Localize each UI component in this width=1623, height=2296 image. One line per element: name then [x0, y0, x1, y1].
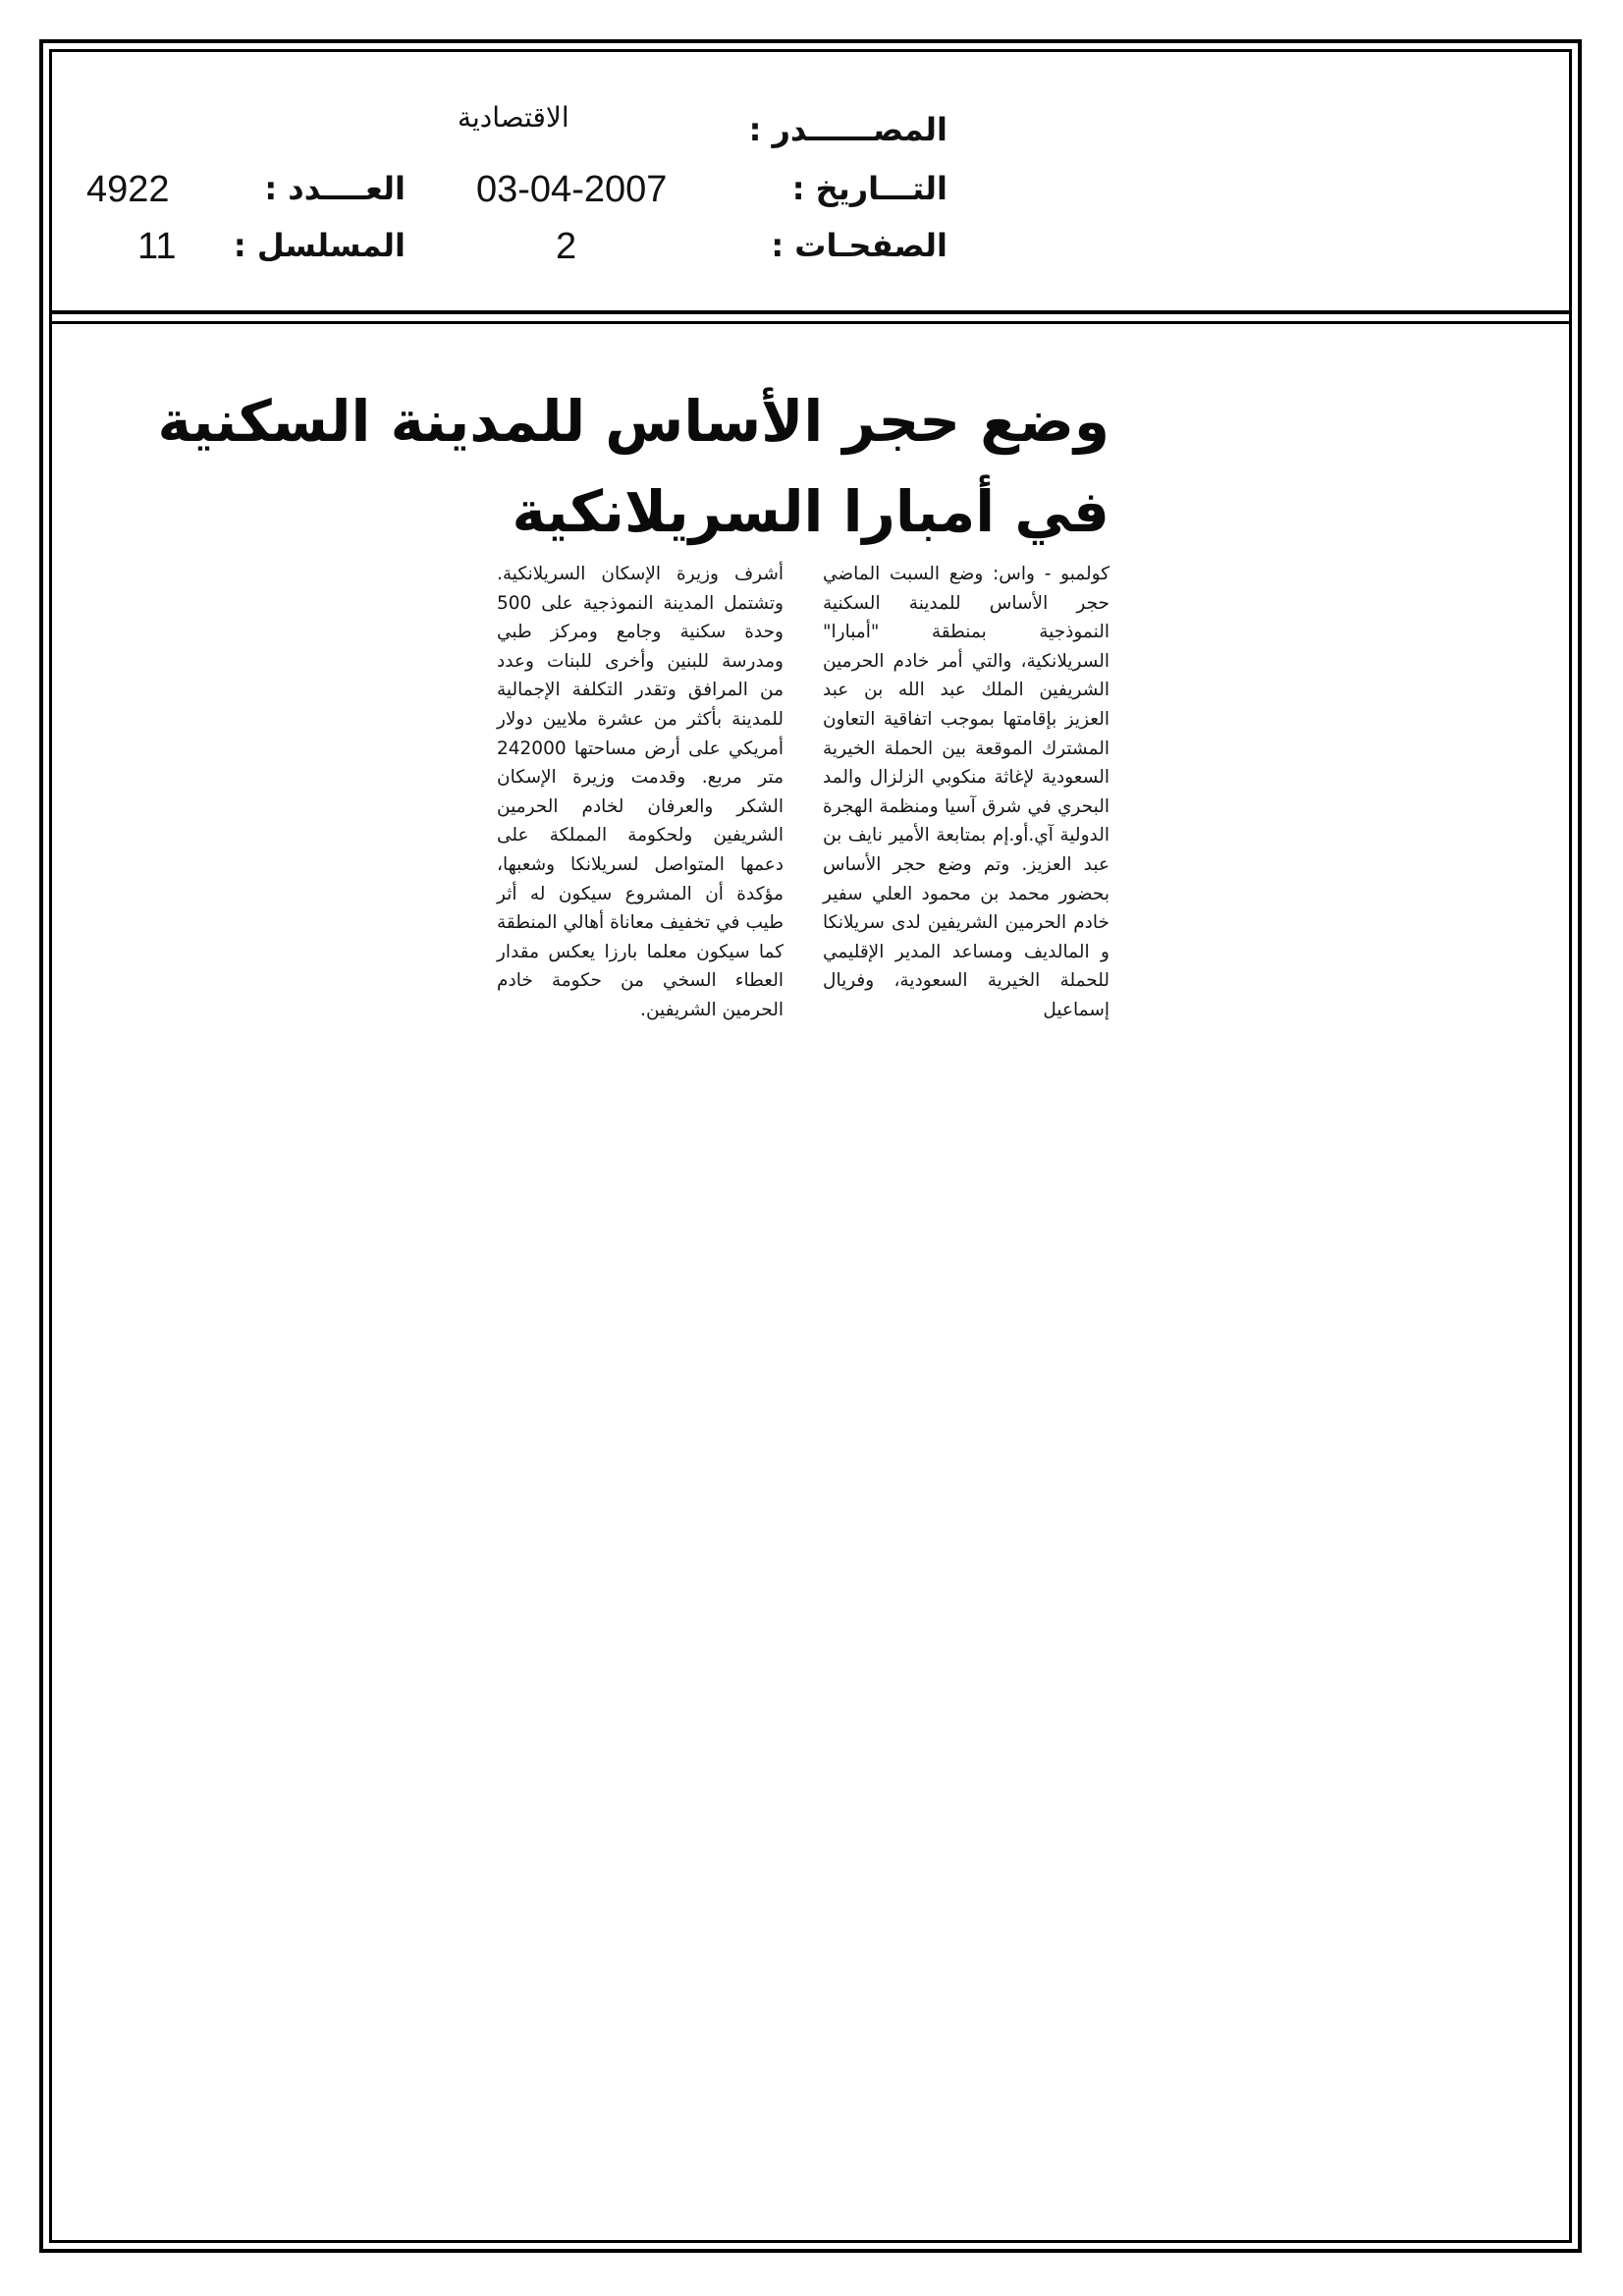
- issue-value: 4922: [86, 169, 170, 210]
- source-label: المصــــــدر :: [748, 111, 947, 148]
- pages-label: الصفحـات :: [771, 227, 947, 264]
- serial-label: المسلسل :: [233, 227, 406, 264]
- serial-value: 11: [137, 226, 177, 267]
- article-column-left: أشرف وزيرة الإسكان السريلانكية. وتشتمل المدينة النموذجية على 500 وحدة سكنية وجامع ومركز طبي ومدرسة للبنين وأخرى للبنات وعدد من المرافق وتقدر التكلفة الإجمالية للمدينة بأكثر من عشرة ملايين دولار أمريكي على أرض مساحتها 242000 متر مربع. وقدمت وزيرة الإسكان الشكر والعرفان لخادم الحرمين الشريفين ولحكومة المملكة على دعمها المتواصل لسريلانكا وشعبها، مؤكدة أن المشروع سيكون له أثر طيب في تخفيف معاناة أهالي المنطقة كما سيكون معلما بارزا يعكس مقدار العطاء السخي من حكومة خادم الحرمين الشريفين.: [497, 564, 784, 1020]
- article-headline-line-2: في أمبارا السريلانكية: [512, 478, 1109, 545]
- pages-value: 2: [556, 226, 577, 267]
- article-headline-line-1: وضع حجر الأساس للمدينة السكنية: [157, 388, 1109, 455]
- article-column-right: كولمبو - واس: وضع السبت الماضي حجر الأساس للمدينة السكنية النموذجية بمنطقة "أمبارا" السريلانكية، والتي أمر خادم الحرمين الشريفين الملك عبد الله بن عبد العزيز بإقامتها بموجب اتفاقية التعاون المشترك الموقعة بين الحملة الخيرية السعودية لإغاثة منكوبي الزلزال والمد البحري في شرق آسيا ومنظمة الهجرة الدولية آي.أو.إم بمتابعة الأمير نايف بن عبد العزيز. وتم وضع حجر الأساس بحضور محمد بن محمود العلي سفير خادم الحرمين الشريفين لدى سريلانكا و المالديف ومساعد المدير الإقليمي للحملة الخيرية السعودية، وفريال إسماعيل: [823, 564, 1109, 1020]
- article-clipping: [157, 388, 1119, 1159]
- source-value: الاقتصادية: [458, 101, 569, 134]
- issue-label: العــــدد :: [264, 170, 406, 207]
- header-divider: [49, 310, 1572, 324]
- date-value: 03-04-2007: [476, 169, 668, 210]
- date-label: التـــاريخ :: [791, 170, 947, 207]
